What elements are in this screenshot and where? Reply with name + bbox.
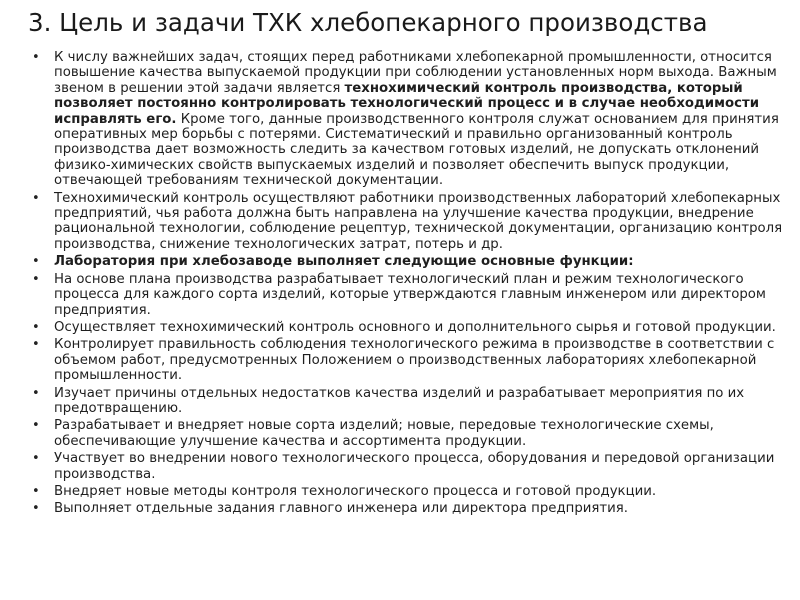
list-item [32, 501, 792, 516]
bullet-icon: • [32, 385, 40, 401]
list-item [32, 320, 792, 335]
list-item-text: Кроме того, данные производственного контроля служат основанием для принятия оперативных мер борьбы с потерями. Систематический и правильно организованный контроль производства дает возможность следить за качеством готовых изделий, не допускать отклонений физико-химических свойств выпускаемых изделий и позволяет обеспечить выпуск продукции, отвечающей требованиям технической документации. [54, 111, 779, 189]
list-item-text: Участвует во внедрении нового технологического процесса, оборудования и передовой организации производства. [54, 451, 775, 482]
list-item-text: Разрабатывает и внедряет новые сорта изделий; новые, передовые технологические схемы, обеспечивающие улучшение качества и ассортимента продукции. [54, 418, 714, 449]
list-item-text: Осуществляет технохимический контроль основного и дополнительного сырья и готовой продукции. [54, 319, 776, 335]
bullet-icon: • [32, 50, 40, 65]
list-item [32, 418, 792, 449]
list-item-text: Контролирует правильность соблюдения технологического режима в производстве в соответствии с объемом работ, предусмотренных Положением о производственных лабораториях хлебопекарной промышленности. [54, 337, 775, 384]
list-item-emphasis: Лаборатория при хлебозаводе выполняет следующие основные функции: [54, 254, 634, 270]
bullet-icon: • [32, 418, 40, 434]
list-item-text: Внедряет новые методы контроля технологического процесса и готовой продукции. [54, 483, 657, 499]
list-item-intro [32, 50, 792, 189]
list-item-text: К числу важнейших задач, стоящих перед работниками хлебопекарной промышленности, относится повышение качества выпускаемой продукции при соблюдении установленных норм выхода. Важным звеном в решении этой задачи является [54, 50, 777, 96]
bullet-icon: • [32, 319, 40, 335]
list-item [32, 272, 792, 318]
bullet-icon: • [32, 271, 40, 287]
list-item [32, 386, 792, 417]
list-item-emphasis: технохимический контроль производства, который позволяет постоянно контролировать технологический процесс и в случае необходимости исправлять его. [54, 80, 760, 127]
bullet-icon: • [32, 190, 40, 206]
list-item [32, 191, 792, 253]
bullet-icon: • [32, 451, 40, 467]
bullet-icon: • [32, 337, 40, 353]
bullet-icon: • [32, 501, 40, 517]
list-item-text: Выполняет отдельные задания главного инженера или директора предприятия. [54, 501, 629, 517]
list-item-text: На основе плана производства разрабатывает технологический план и режим технологического процесса для каждого сорта изделий, которые утверждаются главным инженером или директором предприятия. [54, 271, 766, 318]
bullet-icon: • [32, 254, 40, 270]
list-item-text: Технохимический контроль осуществляют работники производственных лабораторий хлебопекарных предприятий, чья работа должна быть направлена на улучшение качества продукции, внедрение рациональной технологии, соблюдение рецептур, технической документации, организацию контроля производства, снижение технологических затрат, потерь и др. [54, 190, 783, 252]
list-item [32, 451, 792, 482]
bullet-list [32, 50, 792, 519]
list-item [32, 484, 792, 499]
list-item-text: Изучает причины отдельных недостатков качества изделий и разрабатывает мероприятия по их предотвращению. [54, 385, 745, 416]
slide-title: 3. Цель и задачи ТХК хлебопекарного производства [28, 8, 708, 37]
list-item [32, 337, 792, 383]
bullet-icon: • [32, 483, 40, 499]
list-item-heading [32, 254, 792, 269]
